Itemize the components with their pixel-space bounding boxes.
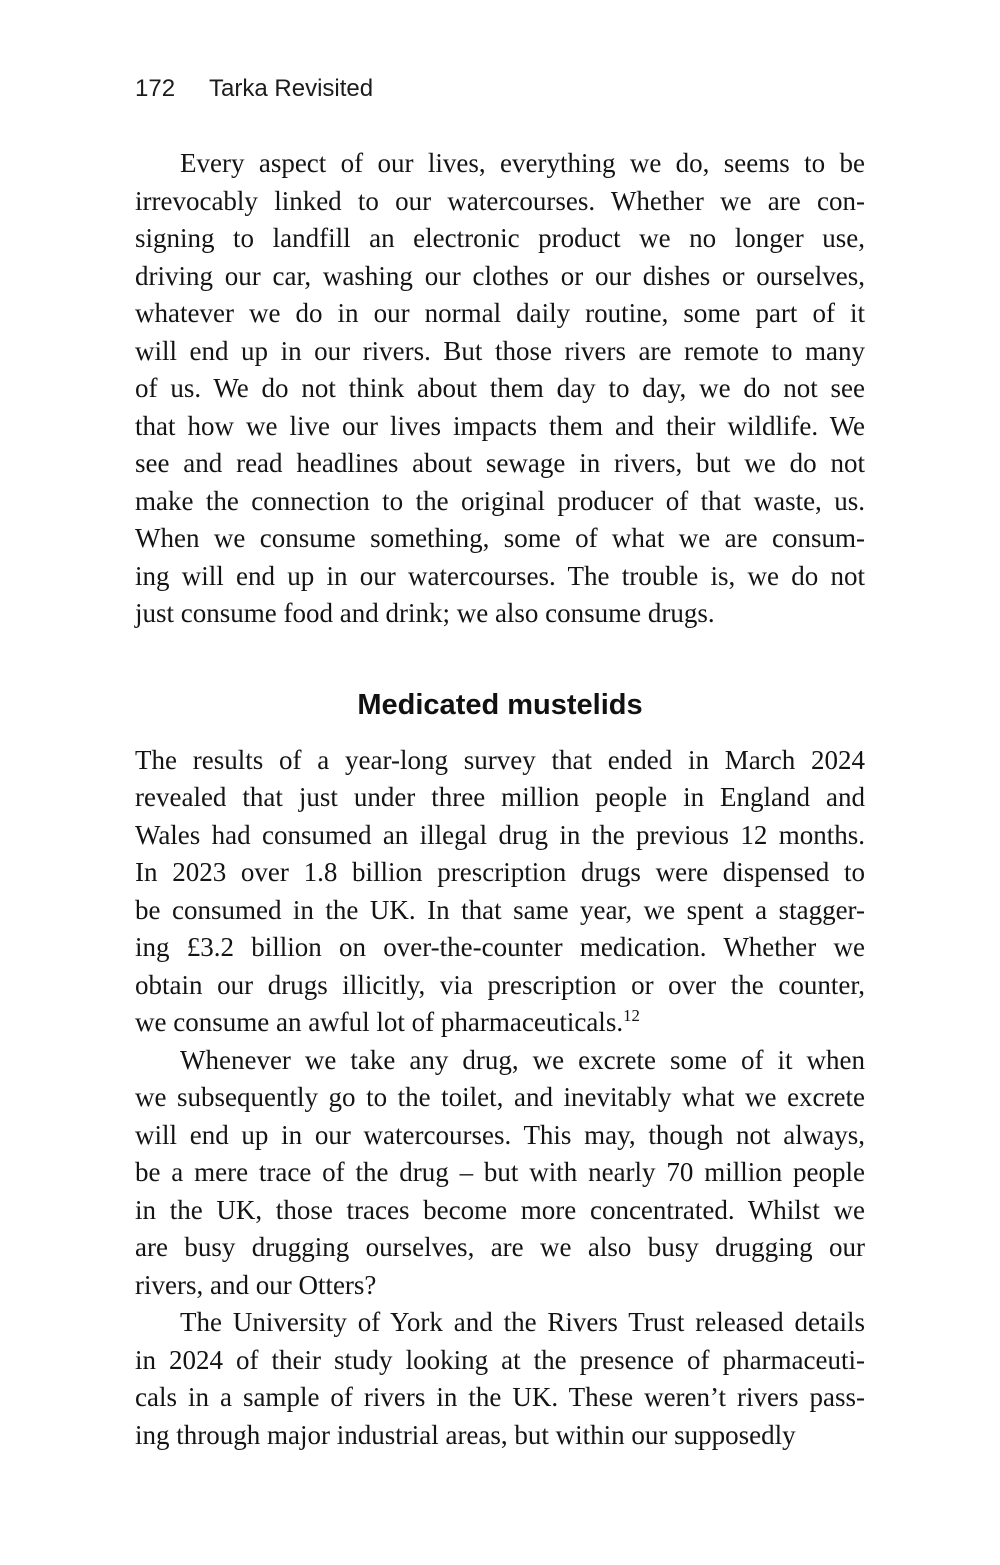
text-line: just consume food and drink; we also consume drugs. <box>135 598 715 628</box>
text-line: signing to landfill an electronic product we no longer use, <box>135 223 865 253</box>
text-line: in the UK, those traces become more concentrated. Whilst we <box>135 1194 865 1225</box>
section-paragraphs <box>135 742 865 1455</box>
running-header <box>135 76 373 102</box>
text-line: we consume an awful lot of pharmaceuticals.$^{12}$ <box>135 1006 640 1037</box>
text-line: be consumed in the UK. In that same year, we spent a stagger- <box>135 894 865 925</box>
text-line: we subsequently go to the toilet, and inevitably what we excrete <box>135 1082 865 1112</box>
text-line: Wales had consumed an illegal drug in the previous 12 months. <box>135 819 865 850</box>
text-line: obtain our drugs illicitly, via prescription or over the counter, <box>135 969 865 1000</box>
text-line: will end up in our watercourses. This may, though not always, <box>135 1119 865 1150</box>
paragraph <box>135 742 865 1042</box>
text-line: whatever we do in our normal daily routine, some part of it <box>135 298 865 328</box>
text-line: The results of a year-long survey that ended in March 2024 <box>135 744 865 775</box>
text-line: irrevocably linked to our watercourses. Whether we are con- <box>135 185 865 216</box>
text-line: The University of York and the Rivers Trust released details <box>180 1307 865 1337</box>
page-number: 172 <box>135 75 176 102</box>
section-heading: Medicated mustelids <box>357 688 643 721</box>
text-line: in 2024 of their study looking at the presence of pharmaceuti- <box>135 1344 865 1375</box>
text-line: that how we live our lives impacts them and their wildlife. We <box>135 410 865 441</box>
text-line: revealed that just under three million people in England and <box>135 782 865 812</box>
running-title: Tarka Revisited <box>209 75 374 102</box>
paragraph <box>135 1304 865 1454</box>
text-line: be a mere trace of the drug – but with nearly 70 million people <box>135 1157 865 1187</box>
text-line: ing through major industrial areas, but within our supposedly <box>135 1419 796 1450</box>
text-line: Every aspect of our lives, everything we do, seems to be <box>180 148 865 178</box>
text-line: driving our car, washing our clothes or our dishes or ourselves, <box>135 260 865 291</box>
footnote-reference: 12 <box>623 1006 640 1025</box>
text-line: rivers, and our Otters? <box>135 1269 377 1300</box>
intro-paragraphs <box>135 145 865 633</box>
text-line: cals in a sample of rivers in the UK. These weren’t rivers pass- <box>135 1382 865 1412</box>
text-line: ing £3.2 billion on over-the-counter medication. Whether we <box>135 932 865 962</box>
text-line: see and read headlines about sewage in rivers, but we do not <box>135 448 865 478</box>
body-text <box>135 145 865 1454</box>
text-line: When we consume something, some of what we are consum- <box>135 523 865 553</box>
text-line: Whenever we take any drug, we excrete some of it when <box>180 1044 865 1075</box>
paragraph <box>135 145 865 633</box>
text-line: are busy drugging ourselves, are we also busy drugging our <box>135 1232 865 1262</box>
paragraph <box>135 1042 865 1305</box>
text-line: In 2023 over 1.8 billion prescription drugs were dispensed to <box>135 857 865 887</box>
text-line: of us. We do not think about them day to day, we do not see <box>135 373 865 403</box>
text-line: make the connection to the original producer of that waste, us. <box>135 485 865 516</box>
text-line: will end up in our rivers. But those rivers are remote to many <box>135 335 865 366</box>
text-line: ing will end up in our watercourses. The trouble is, we do not <box>135 560 865 591</box>
